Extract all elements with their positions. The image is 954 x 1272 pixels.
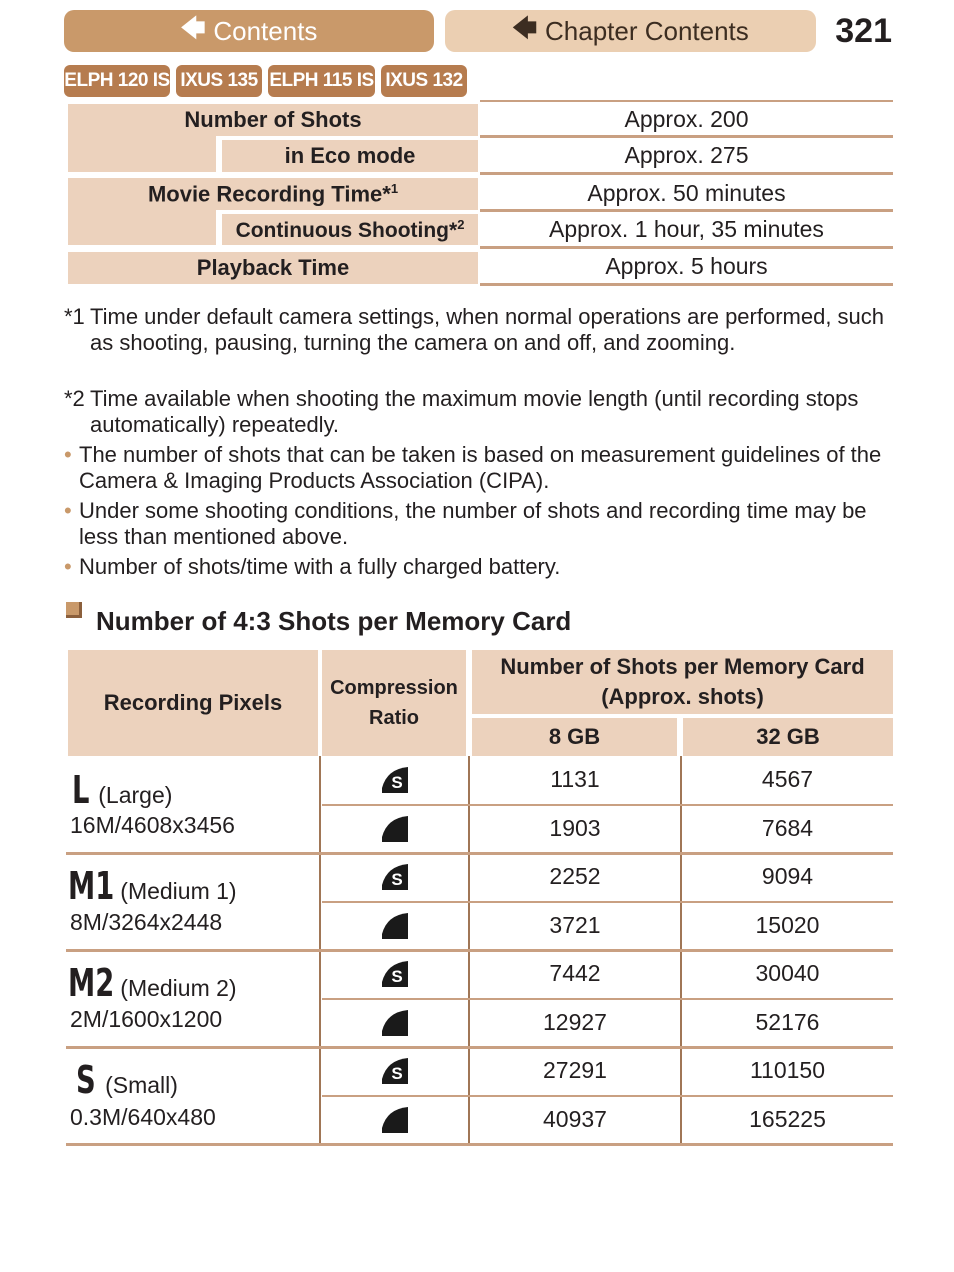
bullet-note: • Number of shots/time with a fully charged battery.	[64, 554, 561, 579]
shots-32gb-cell: 165225	[749, 1106, 826, 1132]
arrow-left-icon: 🡄	[512, 14, 537, 42]
continuous-value: Approx. 1 hour, 35 minutes	[480, 212, 893, 249]
bullet-note: • The number of shots that can be taken is based on measurement guidelines of the Camera & Imaging Products Association (CIPA).	[64, 442, 882, 493]
contents-label: Contents	[213, 15, 318, 46]
superfine-icon-letter: S	[391, 966, 403, 986]
size-m1-icon: M1	[68, 864, 115, 908]
size-m2-icon: M2	[68, 961, 115, 1005]
model-tag: IXUS 132	[381, 65, 467, 97]
superfine-icon	[322, 756, 468, 803]
fine-icon-shape	[381, 1106, 409, 1134]
shots-32gb-cell: 4567	[761, 766, 814, 792]
size-medium-1: M1 (Medium 1)	[68, 864, 237, 908]
page-number: 321	[835, 12, 892, 50]
fine-icon	[322, 902, 468, 949]
shots-8gb-cell: 2252	[549, 863, 601, 889]
resolution: 2M/1600x1200	[70, 1006, 223, 1032]
table-rule	[480, 100, 893, 102]
group-rule	[66, 1143, 893, 1146]
chapter-contents-label: Chapter Contents	[545, 15, 749, 46]
col-header-32gb: 32 GB	[683, 718, 893, 756]
col-header-compression: Compression Ratio	[322, 650, 466, 756]
movie-value: Approx. 50 minutes	[480, 177, 893, 212]
shots-8gb-cell: 40937	[543, 1106, 607, 1132]
fine-icon	[322, 999, 468, 1046]
shots-label-fill	[68, 136, 216, 172]
size-large: L (Large)	[72, 768, 173, 812]
fine-icon-shape	[381, 912, 409, 940]
arrow-left-icon: 🡄	[180, 14, 206, 42]
continuous-label: Continuous Shooting*$^2$	[222, 214, 478, 245]
playback-label: Playback Time	[68, 252, 478, 284]
superfine-icon-shape	[381, 960, 409, 988]
shots-32gb-cell: 110150	[749, 1057, 826, 1083]
shots-32gb-cell: 15020	[755, 912, 820, 938]
shots-label: Number of Shots	[68, 104, 478, 136]
superfine-icon	[322, 1047, 468, 1094]
movie-label: Movie Recording Time*$^1$	[68, 178, 478, 210]
eco-label: in Eco mode	[222, 140, 478, 172]
size-small: S (Small)	[76, 1058, 178, 1102]
model-tag: ELPH 115 IS	[268, 65, 375, 97]
shots-32gb-cell: 52176	[755, 1009, 820, 1035]
model-tag: ELPH 120 IS	[64, 65, 170, 97]
superfine-icon-shape	[381, 1057, 409, 1085]
col-header-8gb: 8 GB	[472, 718, 677, 756]
playback-value: Approx. 5 hours	[480, 250, 893, 286]
superfine-icon-letter: S	[391, 772, 403, 792]
footnote: *1 Time under default camera settings, when normal operations are performed, such as shooting, pausing, turning the camera on and off, and zooming.	[64, 304, 885, 355]
footnote: *2 Time available when shooting the maximum movie length (until recording stops automatically) repeatedly.	[64, 386, 859, 437]
size-small-icon: S	[76, 1058, 96, 1102]
fine-icon	[322, 805, 468, 852]
shots-8gb-cell: 1131	[550, 766, 600, 792]
shots-32gb-cell: 7684	[761, 815, 814, 841]
chapter-contents-button[interactable]	[445, 10, 816, 52]
superfine-icon	[322, 853, 468, 900]
shots-8gb-cell: 7442	[549, 960, 601, 986]
fine-icon	[322, 1096, 468, 1143]
size-large-icon: L	[72, 768, 90, 812]
shots-32gb-cell: 30040	[755, 960, 820, 986]
movie-label-fill	[68, 210, 216, 245]
size-medium-2: M2 (Medium 2)	[68, 961, 237, 1005]
superfine-icon-shape	[381, 766, 409, 794]
col-header-pixels: Recording Pixels	[68, 650, 318, 756]
fine-icon-shape	[381, 815, 409, 843]
eco-value: Approx. 275	[480, 138, 893, 175]
superfine-icon	[322, 950, 468, 997]
superfine-icon-shape	[381, 863, 409, 891]
shots-8gb-cell: 12927	[543, 1009, 607, 1035]
resolution: 8M/3264x2448	[70, 909, 223, 935]
bullet-note: • Under some shooting conditions, the number of shots and recording time may be less than mentioned above.	[64, 498, 867, 549]
section-title: Number of 4:3 Shots per Memory Card	[96, 606, 572, 636]
model-tag: IXUS 135	[176, 65, 262, 97]
shots-32gb-cell: 9094	[761, 863, 814, 889]
fine-icon-shape	[381, 1009, 409, 1037]
section-square-icon	[66, 602, 82, 618]
shots-8gb-cell: 27291	[543, 1057, 607, 1083]
superfine-icon-letter: S	[391, 869, 403, 889]
resolution: 0.3M/640x480	[70, 1104, 216, 1130]
shots-value: Approx. 200	[480, 103, 893, 138]
superfine-icon-letter: S	[391, 1063, 403, 1083]
shots-8gb-cell: 1903	[549, 815, 601, 841]
col-header-shots: Number of Shots per Memory Card (Approx. shots)	[472, 650, 893, 714]
resolution: 16M/4608x3456	[70, 812, 235, 838]
contents-button[interactable]	[64, 10, 434, 52]
shots-8gb-cell: 3721	[549, 912, 601, 938]
